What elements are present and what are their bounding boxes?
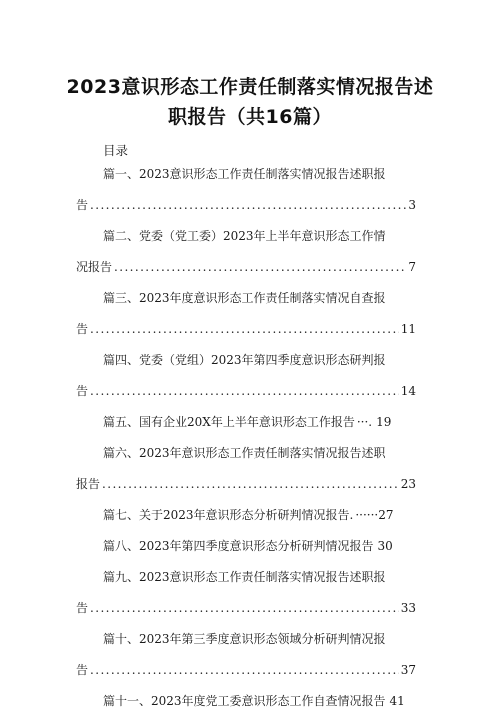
toc-entry-title: 篇六、2023年意识形态工作责任制落实情况报告述职 [103, 446, 386, 460]
toc-entry[interactable] [76, 228, 416, 276]
toc-entry-title: 篇七、关于2023年意识形态分析研判情况报告. [103, 508, 354, 522]
toc-page-number: 14 [400, 384, 416, 398]
toc-entry[interactable] [76, 569, 416, 617]
toc-entry[interactable] [76, 445, 416, 493]
toc-entry-line [76, 414, 416, 431]
table-of-contents [76, 166, 416, 724]
toc-entry-title-end: 告 [76, 663, 89, 677]
toc-entry[interactable] [76, 538, 416, 555]
toc-entry-line [76, 693, 416, 710]
toc-entry-line [76, 538, 416, 555]
toc-page-number: 7 [408, 260, 416, 274]
dot-leader [90, 383, 399, 400]
toc-entry[interactable] [76, 693, 416, 710]
document-title-line2: 职报告（共16篇） [168, 106, 332, 128]
toc-entry-title-end: 告 [76, 601, 89, 615]
dot-leader [90, 600, 399, 617]
toc-entry[interactable] [76, 507, 416, 524]
toc-page-number: 19 [376, 415, 392, 429]
toc-page-number: 27 [378, 508, 394, 522]
toc-entry-title-end: 报告 [76, 477, 101, 491]
toc-entry-continuation [76, 662, 416, 679]
dot-leader [102, 476, 399, 493]
toc-entry-title: 篇一、2023意识形态工作责任制落实情况报告述职报 [103, 167, 386, 181]
toc-entry-title: 篇三、2023年度意识形态工作责任制落实情况自查报 [103, 291, 386, 305]
toc-entry-continuation [76, 383, 416, 400]
toc-entry-title: 篇二、党委（党工委）2023年上半年意识形态工作情 [103, 229, 386, 243]
toc-entry-line [76, 507, 416, 524]
toc-entry-title-end: 告 [76, 322, 89, 336]
toc-entry[interactable] [76, 166, 416, 214]
toc-entry-title: 篇四、党委（党组）2023年第四季度意识形态研判报 [103, 353, 386, 367]
toc-page-number: 30 [377, 539, 393, 553]
toc-page-number: 11 [400, 322, 416, 336]
toc-entry-title: 篇九、2023意识形态工作责任制落实情况报告述职报 [103, 570, 386, 584]
document-title-line1: 2023意识形态工作责任制落实情况报告述 [66, 76, 434, 98]
toc-entry[interactable] [76, 631, 416, 679]
toc-entry-continuation [76, 600, 416, 617]
toc-entry-title-end: 告 [76, 198, 89, 212]
dot-leader [90, 662, 399, 679]
dot-leader: ···. [356, 415, 373, 429]
toc-entry[interactable] [76, 352, 416, 400]
toc-entry-title-end: 告 [76, 384, 89, 398]
toc-page-number: 33 [400, 601, 416, 615]
toc-entry-title: 篇五、国有企业20X年上半年意识形态工作报告 [103, 415, 355, 429]
toc-page-number: 3 [408, 198, 416, 212]
toc-page-number: 37 [400, 663, 416, 677]
toc-entry-title: 篇十一、2023年度党工委意识形态工作自查情况报告 [103, 694, 386, 708]
toc-entry-title: 篇十、2023年第三季度意识形态领域分析研判情况报 [103, 632, 386, 646]
toc-page-number: 23 [400, 477, 416, 491]
dot-leader [90, 197, 406, 214]
toc-entry-continuation [76, 476, 416, 493]
toc-entry[interactable] [76, 290, 416, 338]
toc-entry-title-end: 况报告 [76, 260, 113, 274]
dot-leader [114, 259, 406, 276]
dot-leader [90, 321, 399, 338]
toc-entry-title: 篇八、2023年第四季度意识形态分析研判情况报告 [103, 539, 374, 553]
toc-entry[interactable] [76, 414, 416, 431]
toc-entry-continuation [76, 259, 416, 276]
dot-leader: ······ [355, 508, 379, 522]
toc-page-number: 41 [389, 694, 405, 708]
toc-heading: 目录 [103, 143, 129, 158]
toc-entry-continuation [76, 197, 416, 214]
toc-entry-continuation [76, 321, 416, 338]
